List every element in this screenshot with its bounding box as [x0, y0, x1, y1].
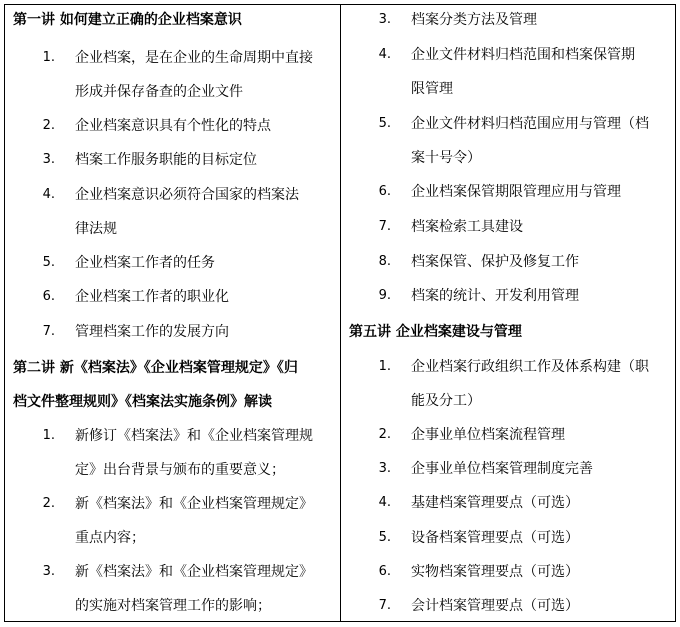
- list-item-text: 档案的统计、开发利用管理: [411, 288, 579, 304]
- list-item-text: 档案检索工具建设: [411, 219, 523, 235]
- list-item-number: 4.: [378, 47, 391, 62]
- section2-heading: 第二讲 新《档案法》《企业档案管理规定》《归: [13, 360, 298, 376]
- list-item-text: 企业文件材料归档范围和档案保管期: [411, 47, 635, 63]
- list-item-number: 1.: [42, 428, 55, 443]
- list-item-number: 2.: [378, 427, 391, 442]
- list-item-number: 4.: [42, 187, 55, 202]
- list-item-text: 定》出台背景与颁布的重要意义；: [75, 462, 285, 478]
- list-item-text: 档案保管、保护及修复工作: [411, 254, 579, 270]
- right-column: [341, 5, 675, 621]
- list-item-text: 限管理: [411, 81, 453, 97]
- list-item-text: 档案分类方法及管理: [411, 12, 537, 28]
- list-item-number: 6.: [42, 289, 55, 304]
- list-item-number: 7.: [378, 598, 391, 613]
- list-item-number: 3.: [378, 12, 391, 27]
- list-item-text: 会计档案管理要点（可选）: [411, 598, 579, 614]
- list-item-number: 7.: [42, 324, 55, 339]
- list-item-text: 档案工作服务职能的目标定位: [75, 152, 257, 168]
- list-item-text: 形成并保存备查的企业文件: [75, 84, 243, 100]
- list-item-text: 案十号令）: [411, 150, 481, 166]
- list-item-text: 实物档案管理要点（可选）: [411, 564, 579, 580]
- list-item-number: 7.: [378, 219, 391, 234]
- list-item-text: 企业档案行政组织工作及体系构建（职: [411, 359, 649, 375]
- list-item-number: 6.: [378, 184, 391, 199]
- list-item-text: 新《档案法》和《企业档案管理规定》: [75, 496, 313, 512]
- list-item-number: 5.: [42, 255, 55, 270]
- list-item-number: 4.: [378, 495, 391, 510]
- list-item-number: 2.: [42, 496, 55, 511]
- section1-heading: 第一讲 如何建立正确的企业档案意识: [13, 12, 242, 28]
- list-item-text: 企业档案意识必须符合国家的档案法: [75, 187, 299, 203]
- list-item-number: 1.: [378, 359, 391, 374]
- list-item-number: 3.: [378, 461, 391, 476]
- list-item-text: 律法规: [75, 221, 117, 237]
- list-item-text: 企业档案工作者的任务: [75, 255, 215, 271]
- list-item-text: 新《档案法》和《企业档案管理规定》: [75, 564, 313, 580]
- list-item-number: 6.: [378, 564, 391, 579]
- list-item-number: 1.: [42, 50, 55, 65]
- list-item-text: 能及分工）: [411, 393, 481, 409]
- list-item-text: 新修订《档案法》和《企业档案管理规: [75, 428, 313, 444]
- list-item-text: 企业档案保管期限管理应用与管理: [411, 184, 621, 200]
- list-item-text: 基建档案管理要点（可选）: [411, 495, 579, 511]
- list-item-text: 重点内容；: [75, 530, 145, 546]
- list-item-text: 设备档案管理要点（可选）: [411, 530, 579, 546]
- left-column: [5, 5, 341, 621]
- list-item-text: 企业档案意识具有个性化的特点: [75, 118, 271, 134]
- section2-heading: 档文件整理规则》《档案法实施条例》解读: [13, 394, 272, 410]
- list-item-text: 企事业单位档案管理制度完善: [411, 461, 593, 477]
- list-item-number: 2.: [42, 118, 55, 133]
- list-item-text: 管理档案工作的发展方向: [75, 324, 229, 340]
- list-item-text: 的实施对档案管理工作的影响；: [75, 598, 271, 614]
- list-item-text: 企业档案，是在企业的生命周期中直接: [75, 50, 313, 66]
- list-item-number: 9.: [378, 288, 391, 303]
- outline-table: [4, 4, 676, 622]
- list-item-text: 企事业单位档案流程管理: [411, 427, 565, 443]
- section5-heading: 第五讲 企业档案建设与管理: [349, 324, 522, 340]
- list-item-text: 企业文件材料归档范围应用与管理（档: [411, 116, 649, 132]
- list-item-number: 5.: [378, 116, 391, 131]
- list-item-number: 3.: [42, 152, 55, 167]
- list-item-number: 5.: [378, 530, 391, 545]
- list-item-text: 企业档案工作者的职业化: [75, 289, 229, 305]
- list-item-number: 8.: [378, 254, 391, 269]
- list-item-number: 3.: [42, 564, 55, 579]
